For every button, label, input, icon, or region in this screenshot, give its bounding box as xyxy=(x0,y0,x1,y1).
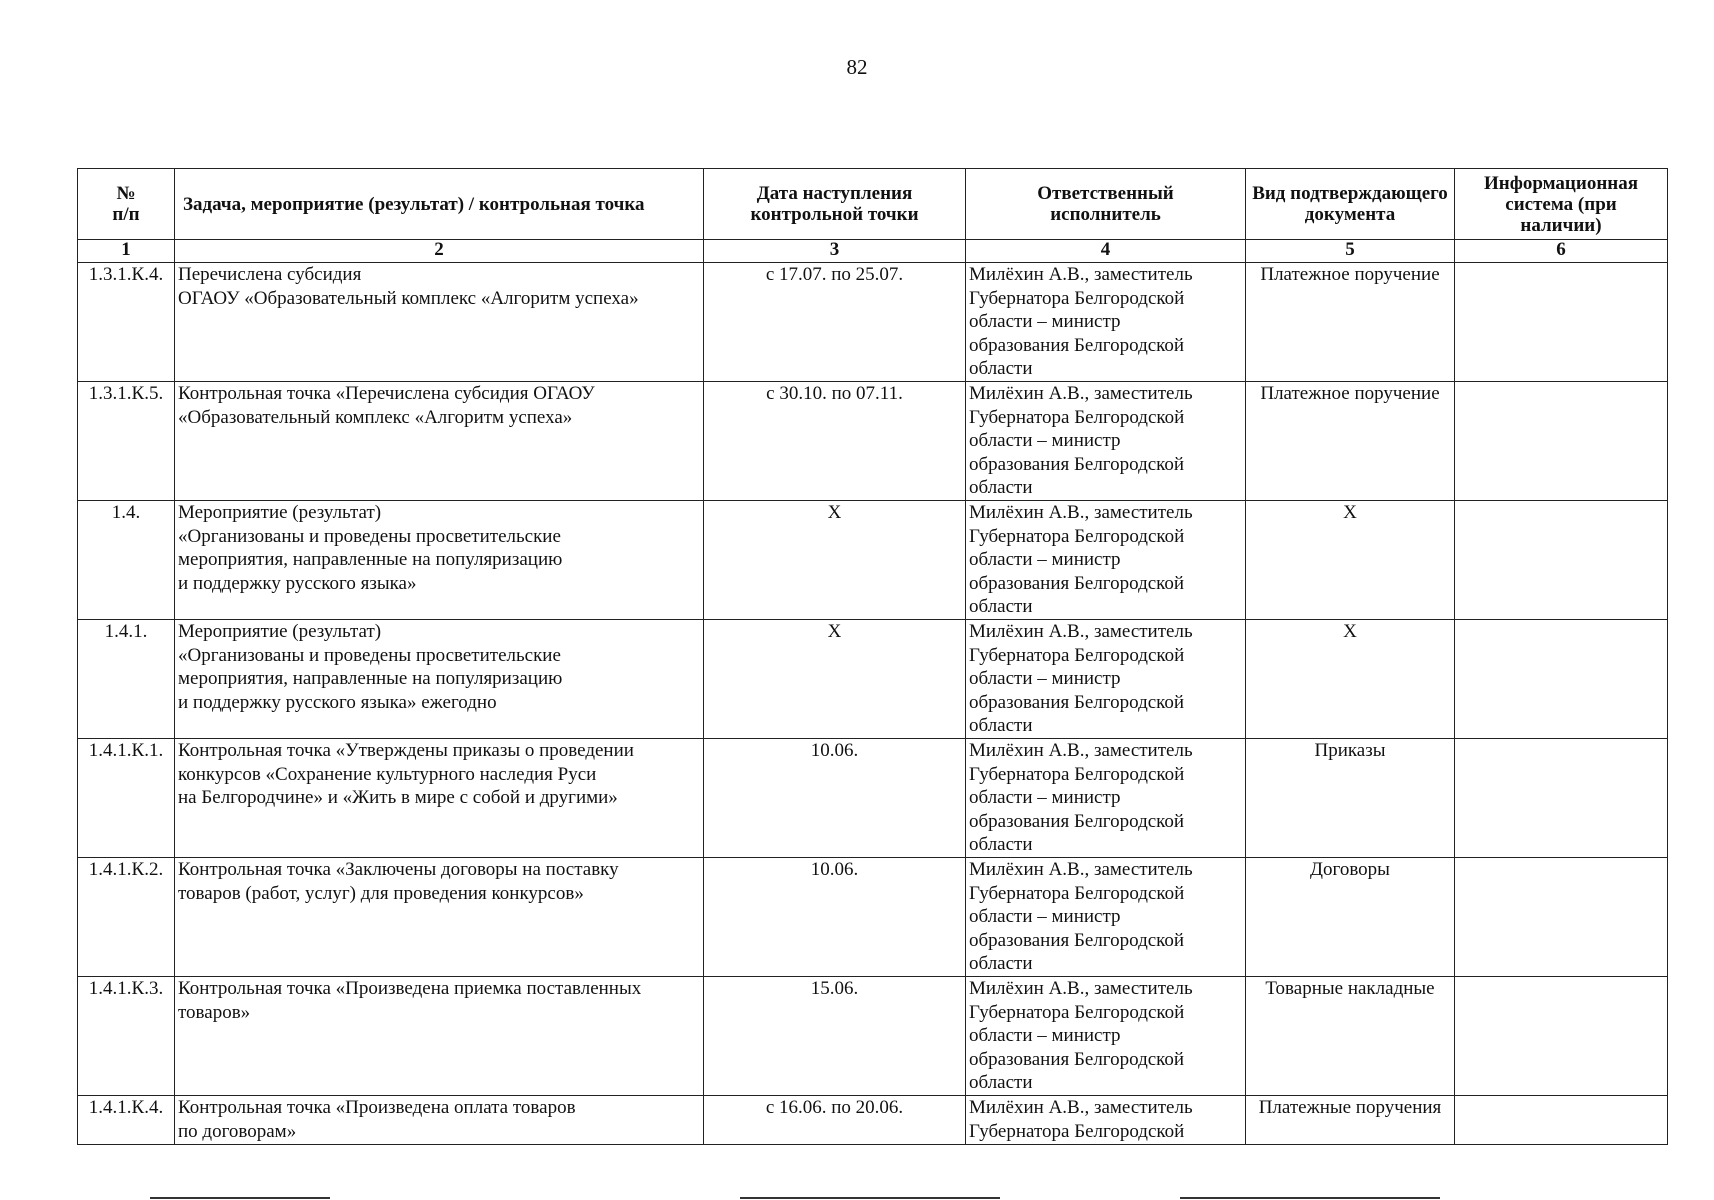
row-responsible: Милёхин А.В., заместитель Губернатора Белгородской области – министр образования Белгородской области xyxy=(966,382,1246,501)
row-number: 1.4.1.К.4. xyxy=(78,1096,175,1145)
row-info-system xyxy=(1455,263,1668,382)
scan-edge-line xyxy=(150,1197,330,1199)
row-date: с 30.10. по 07.11. xyxy=(704,382,966,501)
row-number: 1.4.1.К.1. xyxy=(78,739,175,858)
row-doc-type: Договоры xyxy=(1246,858,1455,977)
column-number: 5 xyxy=(1246,240,1455,263)
row-doc-type: Товарные накладные xyxy=(1246,977,1455,1096)
column-number: 1 xyxy=(78,240,175,263)
table-row xyxy=(78,382,1668,501)
row-info-system xyxy=(1455,858,1668,977)
header-doc-type: Вид подтверждающего документа xyxy=(1246,169,1455,240)
column-number: 6 xyxy=(1455,240,1668,263)
row-doc-type: Платежное поручение xyxy=(1246,382,1455,501)
row-doc-type: Платежное поручение xyxy=(1246,263,1455,382)
table-row xyxy=(78,858,1668,977)
header-task: Задача, мероприятие (результат) / контрольная точка xyxy=(175,169,704,240)
row-task: Контрольная точка «Произведена оплата товаров по договорам» xyxy=(175,1096,704,1145)
header-responsible: Ответственный исполнитель xyxy=(966,169,1246,240)
row-doc-type: Х xyxy=(1246,620,1455,739)
row-doc-type: Х xyxy=(1246,501,1455,620)
row-date: Х xyxy=(704,620,966,739)
row-task: Контрольная точка «Перечислена субсидия ОГАОУ «Образовательный комплекс «Алгоритм успеха» xyxy=(175,382,704,501)
control-points-table xyxy=(77,168,1668,1145)
row-responsible: Милёхин А.В., заместитель Губернатора Белгородской области – министр образования Белгородской области xyxy=(966,858,1246,977)
row-date: 10.06. xyxy=(704,858,966,977)
column-number: 2 xyxy=(175,240,704,263)
table-row xyxy=(78,501,1668,620)
row-responsible: Милёхин А.В., заместитель Губернатора Белгородской области – министр образования Белгородской области xyxy=(966,501,1246,620)
row-responsible: Милёхин А.В., заместитель Губернатора Белгородской области – министр образования Белгородской области xyxy=(966,739,1246,858)
header-num: № п/п xyxy=(78,169,175,240)
scan-edge-line xyxy=(1180,1197,1440,1199)
row-date: 10.06. xyxy=(704,739,966,858)
row-task: Перечислена субсидия ОГАОУ «Образовательный комплекс «Алгоритм успеха» xyxy=(175,263,704,382)
row-info-system xyxy=(1455,739,1668,858)
row-number: 1.3.1.К.4. xyxy=(78,263,175,382)
column-number: 4 xyxy=(966,240,1246,263)
row-info-system xyxy=(1455,977,1668,1096)
row-date: 15.06. xyxy=(704,977,966,1096)
row-info-system xyxy=(1455,620,1668,739)
scan-edge-line xyxy=(740,1197,1000,1199)
row-doc-type: Приказы xyxy=(1246,739,1455,858)
header-date: Дата наступления контрольной точки xyxy=(704,169,966,240)
row-number: 1.3.1.К.5. xyxy=(78,382,175,501)
row-task: Мероприятие (результат) «Организованы и проведены просветительские мероприятия, направленные на популяризацию и поддержку русского языка» xyxy=(175,501,704,620)
row-date: с 16.06. по 20.06. xyxy=(704,1096,966,1145)
row-task: Мероприятие (результат) «Организованы и проведены просветительские мероприятия, направленные на популяризацию и поддержку русского языка» ежегодно xyxy=(175,620,704,739)
table-header-row xyxy=(78,169,1668,240)
header-info-system: Информационная система (при наличии) xyxy=(1455,169,1668,240)
row-info-system xyxy=(1455,382,1668,501)
column-numbers-row xyxy=(78,240,1668,263)
table-row xyxy=(78,977,1668,1096)
row-number: 1.4.1.К.3. xyxy=(78,977,175,1096)
row-task: Контрольная точка «Утверждены приказы о проведении конкурсов «Сохранение культурного наследия Руси на Белгородчине» и «Жить в мире с собой и другими» xyxy=(175,739,704,858)
page-number: 82 xyxy=(846,55,868,79)
row-number: 1.4.1. xyxy=(78,620,175,739)
row-info-system xyxy=(1455,501,1668,620)
row-number: 1.4. xyxy=(78,501,175,620)
row-date: Х xyxy=(704,501,966,620)
row-responsible: Милёхин А.В., заместитель Губернатора Белгородской области – министр образования Белгородской области xyxy=(966,620,1246,739)
row-info-system xyxy=(1455,1096,1668,1145)
row-date: с 17.07. по 25.07. xyxy=(704,263,966,382)
table-row xyxy=(78,263,1668,382)
row-responsible: Милёхин А.В., заместитель Губернатора Белгородской области – министр образования Белгородской области xyxy=(966,977,1246,1096)
table-row xyxy=(78,1096,1668,1145)
column-number: 3 xyxy=(704,240,966,263)
table-row xyxy=(78,739,1668,858)
row-responsible: Милёхин А.В., заместитель Губернатора Белгородской xyxy=(966,1096,1246,1145)
row-number: 1.4.1.К.2. xyxy=(78,858,175,977)
row-task: Контрольная точка «Произведена приемка поставленных товаров» xyxy=(175,977,704,1096)
table-row xyxy=(78,620,1668,739)
row-task: Контрольная точка «Заключены договоры на поставку товаров (работ, услуг) для проведения конкурсов» xyxy=(175,858,704,977)
row-responsible: Милёхин А.В., заместитель Губернатора Белгородской области – министр образования Белгородской области xyxy=(966,263,1246,382)
row-doc-type: Платежные поручения xyxy=(1246,1096,1455,1145)
